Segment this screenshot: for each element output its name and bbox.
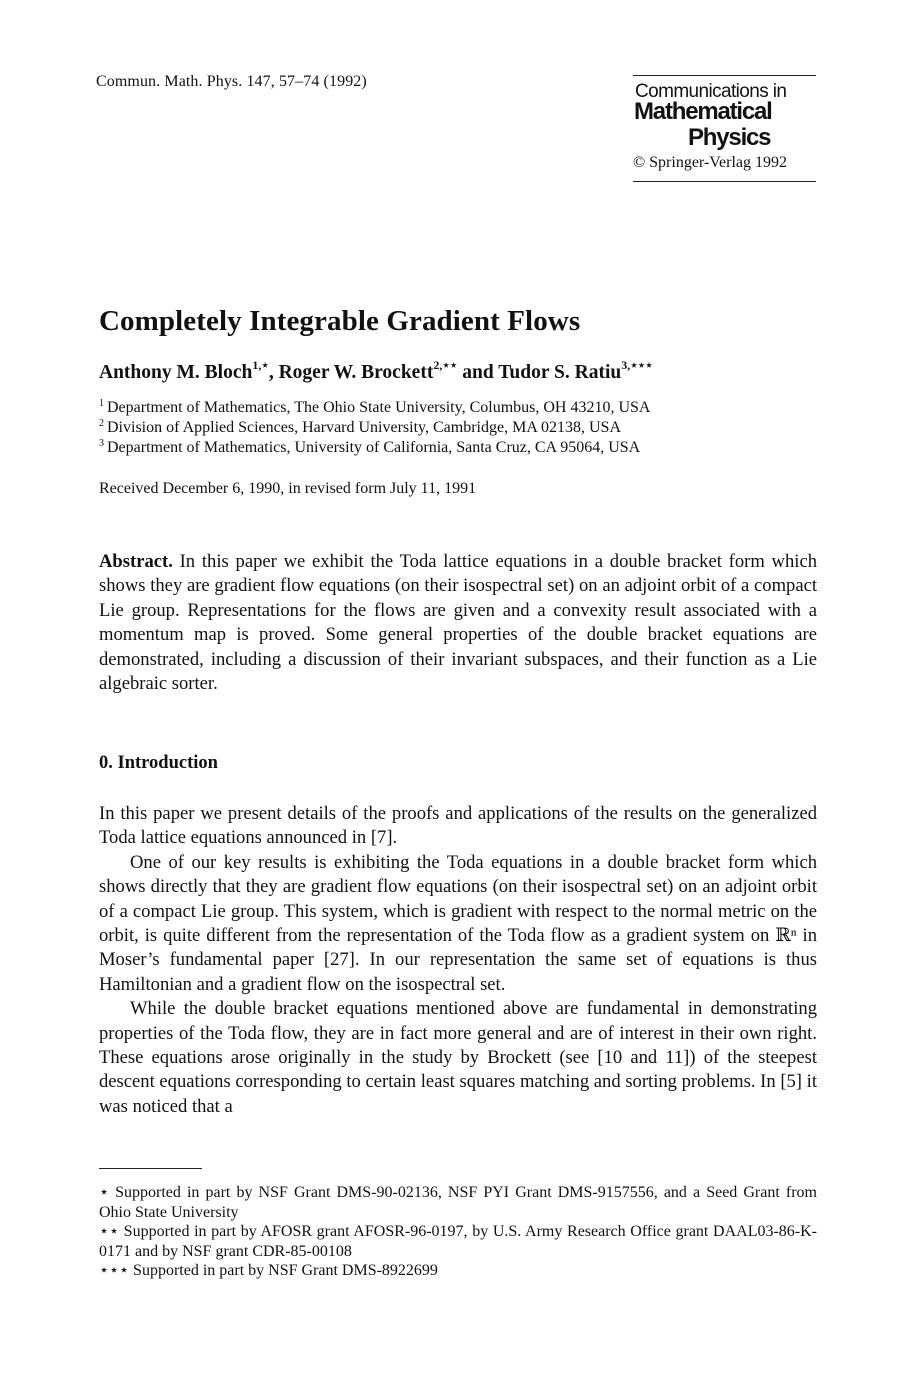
affiliation xyxy=(99,419,621,437)
paper-title: Completely Integrable Gradient Flows xyxy=(99,305,581,337)
author-separator: , xyxy=(268,362,279,383)
affiliation-text: Department of Mathematics, University of California, Santa Cruz, CA 95064, USA xyxy=(107,439,641,456)
footnotes xyxy=(99,1183,817,1281)
affiliation-number: 2 xyxy=(99,417,104,429)
footnote: ⋆ Supported in part by NSF Grant DMS-90-02136, NSF PYI Grant DMS-9157556, and a Seed Grant from Ohio State University xyxy=(99,1184,817,1221)
copyright-notice: © Springer-Verlag 1992 xyxy=(633,154,788,171)
footnote-divider xyxy=(99,1168,202,1169)
author-name: Tudor S. Ratiu xyxy=(498,362,622,383)
author-mark: 1,⋆ xyxy=(252,357,269,372)
footnote: ⋆⋆ Supported in part by AFOSR grant AFOSR-96-0197, by U.S. Army Research Office grant DAAL03-86-K-0171 and by NSF grant CDR-85-00108 xyxy=(99,1223,817,1260)
body-text xyxy=(99,802,817,1119)
received-date: Received December 6, 1990, in revised form July 11, 1991 xyxy=(99,480,477,497)
affiliation xyxy=(99,399,650,417)
affiliation-text: Division of Applied Sciences, Harvard University, Cambridge, MA 02138, USA xyxy=(107,419,622,436)
abstract-label: Abstract. xyxy=(99,551,173,572)
journal-name-line2: Mathematical xyxy=(634,98,772,125)
affiliation xyxy=(99,439,640,457)
journal-name-line1: Communications in xyxy=(635,81,787,102)
journal-logo xyxy=(633,75,816,182)
author-name: Roger W. Brockett xyxy=(278,362,434,383)
affiliation-text: Department of Mathematics, The Ohio State University, Columbus, OH 43210, USA xyxy=(107,399,651,416)
author-mark: 3,⋆⋆⋆ xyxy=(621,357,653,372)
journal-name-line3: Physics xyxy=(688,124,771,151)
author-name: Anthony M. Bloch xyxy=(99,362,253,383)
author-separator: and xyxy=(457,362,499,383)
paragraph: One of our key results is exhibiting the Toda equations in a double bracket form which shows directly that they are gradient flow equations (on their isospectral set) on an adjoint orbit of a compact Lie group. This system, which is gradient with respect to the normal metric on the orbit, is quite different from the representation of the Toda flow as a gradient system on ℝⁿ in Moser’s fundamental paper [27]. In our representation the same set of equations is thus Hamiltonian and a gradient flow on the isospectral set. xyxy=(99,851,817,995)
affiliation-number: 1 xyxy=(99,397,104,409)
affiliation-number: 3 xyxy=(99,437,104,449)
paragraph: In this paper we present details of the proofs and applications of the results on the generalized Toda lattice equations announced in [7]. xyxy=(99,803,817,849)
paragraph: While the double bracket equations mentioned above are fundamental in demonstrating properties of the Toda flow, they are in fact more general and are of interest in their own right. These equations arose originally in the study by Brockett (see [10 and 11]) of the steepest descent equations corresponding to certain least squares matching and sorting problems. In [5] it was noticed that a xyxy=(99,998,817,1117)
section-heading: 0. Introduction xyxy=(99,753,218,773)
author-mark: 2,⋆⋆ xyxy=(433,357,458,372)
abstract xyxy=(99,550,817,696)
journal-citation: Commun. Math. Phys. 147, 57–74 (1992) xyxy=(96,73,367,90)
author-list xyxy=(99,357,653,384)
abstract-text: In this paper we exhibit the Toda lattice equations in a double bracket form which shows they are gradient flow equations (on their isospectral set) on an adjoint orbit of a compact Lie group. Representations for the flows are given and a convexity result associated with a momentum map is proved. Some general properties of the double bracket equations are demonstrated, including a discussion of their invariant subspaces, and their function as a Lie algebraic sorter. xyxy=(99,551,817,695)
footnote: ⋆⋆⋆ Supported in part by NSF Grant DMS-8922699 xyxy=(99,1262,438,1280)
